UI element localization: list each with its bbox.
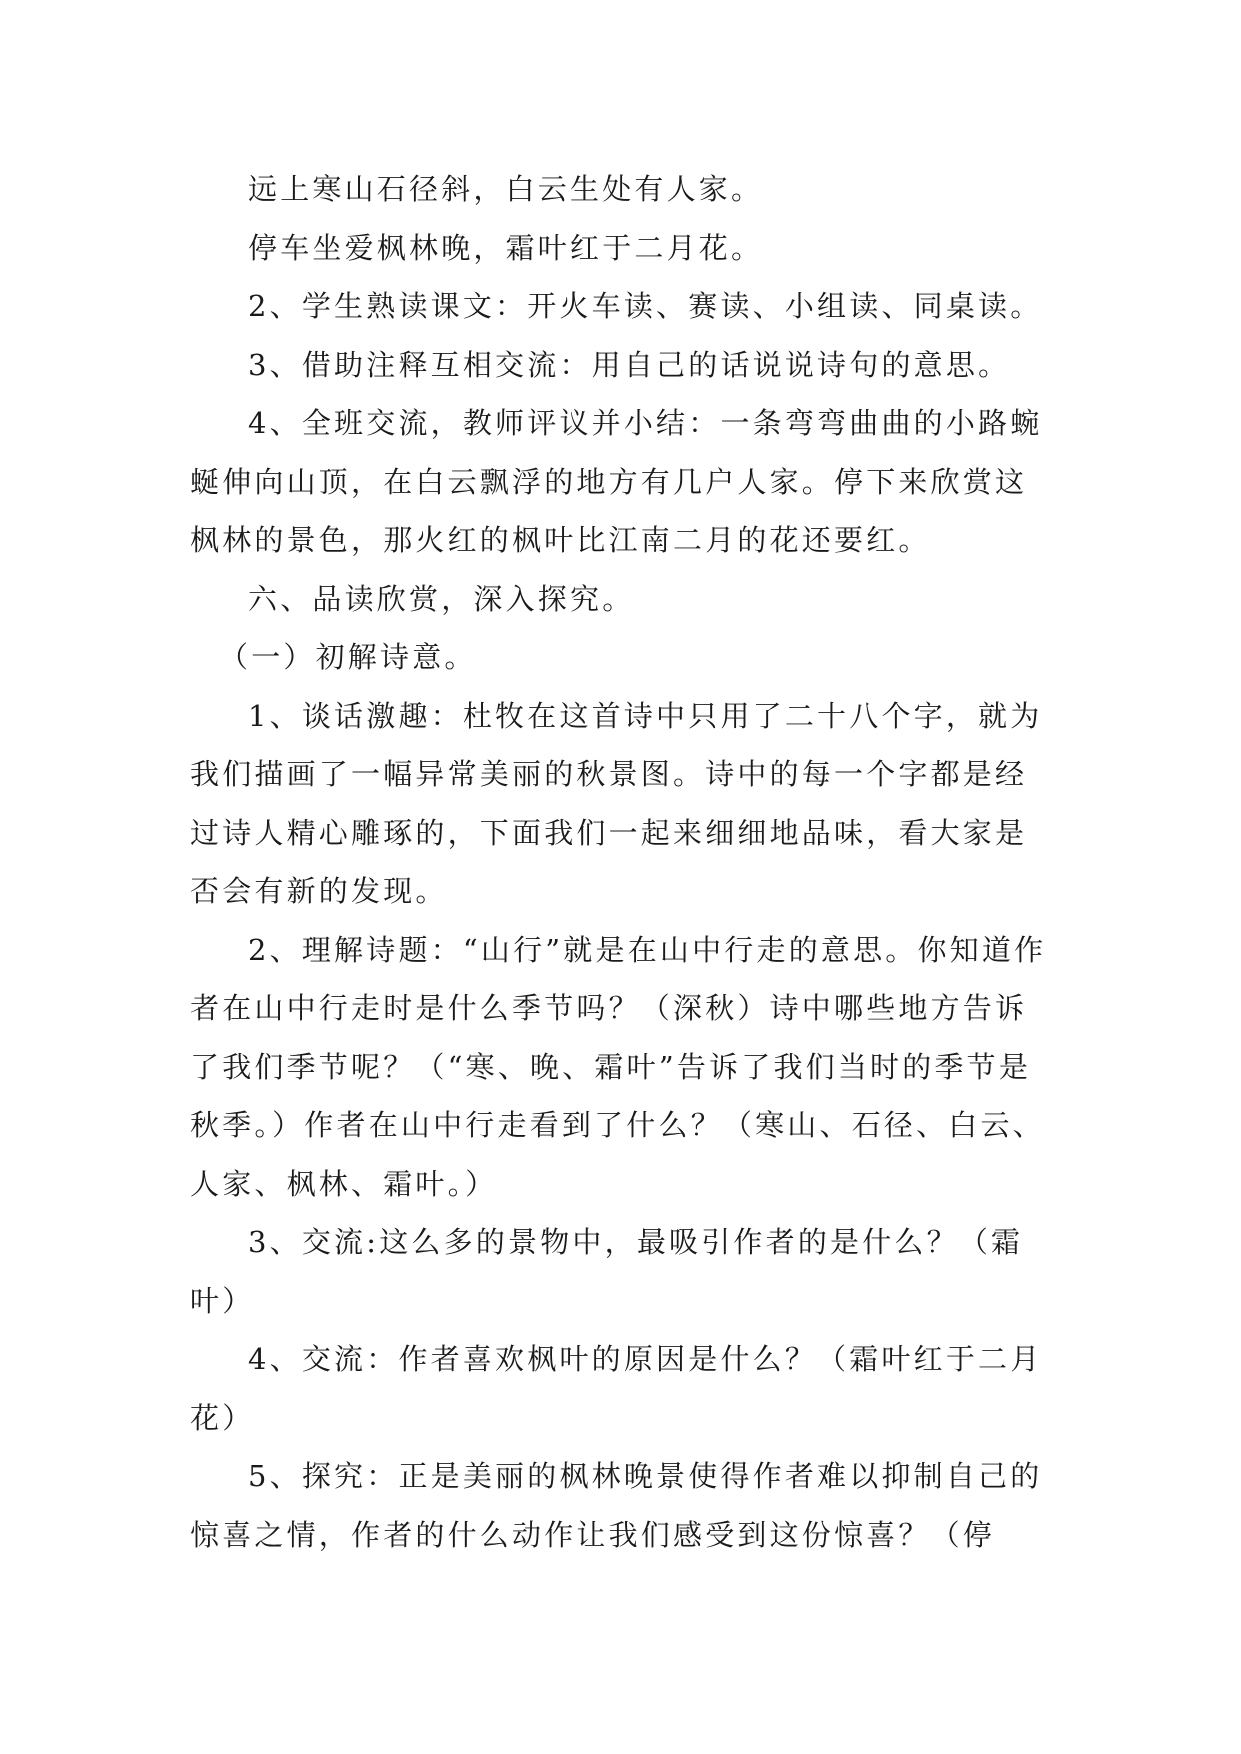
item-5-paragraph: 5、探究：正是美丽的枫林晚景使得作者难以抑制自己的惊喜之情，作者的什么动作让我们感受到这份惊喜？（停	[190, 1459, 1043, 1552]
section-6-heading: 六、品读欣赏，深入探究。	[248, 581, 635, 616]
step-2-paragraph: 2、学生熟读课文：开火车读、赛读、小组读、同桌读。	[248, 289, 1043, 323]
item-3-paragraph: 3、交流:这么多的景物中，最吸引作者的是什么？（霜叶）	[190, 1225, 1024, 1318]
item-1-paragraph: 1、谈话激趣：杜牧在这首诗中只用了二十八个字，就为我们描画了一幅异常美丽的秋景图。诗中的每一个字都是经过诗人精心雕琢的，下面我们一起来细细地品味，看大家是否会有新的发现。	[190, 698, 1043, 908]
document-body	[190, 160, 1050, 1564]
step-3-paragraph: 3、借助注释互相交流：用自己的话说说诗句的意思。	[248, 347, 1011, 382]
subsection-1-heading: （一）初解诗意。	[219, 640, 477, 674]
poem-line-2: 停车坐爱枫林晚，霜叶红于二月花。	[248, 230, 764, 265]
poem-line-1: 远上寒山石径斜，白云生处有人家。	[248, 172, 764, 206]
step-4-paragraph: 4、全班交流，教师评议并小结：一条弯弯曲曲的小路蜿蜒伸向山顶，在白云飘浮的地方有几户人家。停下来欣赏这枫林的景色，那火红的枫叶比江南二月的花还要红。	[190, 406, 1043, 557]
item-4-paragraph: 4、交流：作者喜欢枫叶的原因是什么？（霜叶红于二月花）	[190, 1342, 1043, 1435]
item-2-paragraph: 2、理解诗题：“山行”就是在山中行走的意思。你知道作者在山中行走时是什么季节吗？（深秋）诗中哪些地方告诉了我们季节呢？（“寒、晚、霜叶”告诉了我们当时的季节是秋季。）作者在山中行走看到了什么？（寒山、石径、白云、人家、枫林、霜叶。）	[190, 932, 1047, 1201]
